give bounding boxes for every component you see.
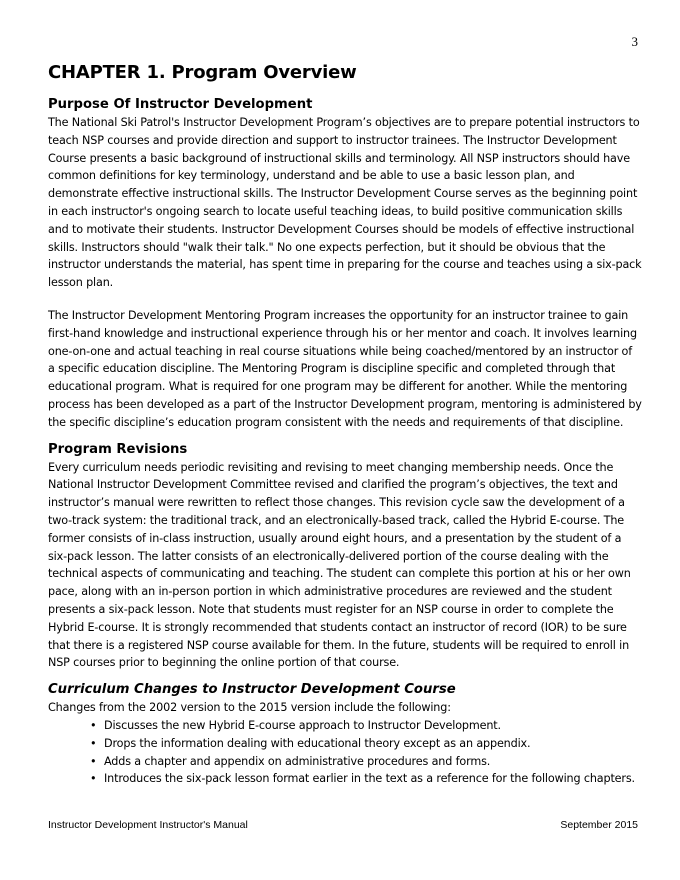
list-item: • Introduces the six-pack lesson format earlier in the text as a reference for the following chapters.	[90, 770, 642, 788]
section-heading-curriculum: Curriculum Changes to Instructor Development Course	[48, 682, 456, 698]
page-content	[48, 62, 642, 788]
footer-manual-title: Instructor Development Instructor's Manual	[48, 819, 248, 831]
footer-date: September 2015	[560, 819, 638, 831]
list-item: • Adds a chapter and appendix on administrative procedures and forms.	[90, 753, 642, 771]
section-heading-revisions: Program Revisions	[48, 441, 188, 457]
list-item: • Drops the information dealing with educational theory except as an appendix.	[90, 735, 642, 753]
paragraph-revisions: Every curriculum needs periodic revisiting and revising to meet changing membership needs. Once the National Instructor Development Committee revised and clarified the program’s objectives, the text and instructor’s manual were rewritten to reflect those changes. This revision cycle saw the development of a two-track system: the traditional track, and an electronically-based track, called the Hybrid E-course. The former consists of in-class instruction, usually around eight hours, and a presentation by the student of a six-pack lesson. The latter consists of an electronically-delivered portion of the course dealing with the technical aspects of communicating and teaching. The student can complete this portion at his or her own pace, along with an in-person portion in which administrative procedures are reviewed and the student presents a six-pack lesson. Note that students must register for an NSP course in order to complete the Hybrid E-course. It is strongly recommended that students contact an instructor of record (IOR) to be sure that there is a registered NSP course available for them. In the future, students will be required to enroll in NSP courses prior to beginning the online portion of that course.	[48, 460, 631, 670]
chapter-title: CHAPTER 1. Program Overview	[48, 62, 357, 83]
curriculum-changes-list	[48, 717, 642, 788]
paragraph-curriculum-intro: Changes from the 2002 version to the 2015 version include the following:	[48, 701, 451, 715]
paragraph-purpose-1: The National Ski Patrol's Instructor Development Program’s objectives are to prepare potential instructors to teach NSP courses and provide direction and support to instructor trainees. The Instructor Development Course presents a basic background of instructional skills and terminology. All NSP instructors should have common definitions for key terminology, understand and be able to use a basic lesson plan, and demonstrate effective instructional skills. The Instructor Development Course serves as the beginning point in each instructor's ongoing search to locate useful teaching ideas, to build positive communication skills and to motivate their students. Instructor Development Courses should be models of effective instructional skills. Instructors should "walk their talk." No one expects perfection, but it should be obvious that the instructor understands the material, has spent time in preparing for the course and teaches using a six-pack lesson plan.	[48, 116, 642, 290]
list-item: • Discusses the new Hybrid E-course approach to Instructor Development.	[90, 717, 642, 735]
page-footer	[48, 819, 638, 831]
paragraph-purpose-2: The Instructor Development Mentoring Program increases the opportunity for an instructor trainee to gain first-hand knowledge and instructional experience through his or her mentor and coach. It involves learning one-on-one and actual teaching in real course situations while being coached/mentored by an instructor of a specific education discipline. The Mentoring Program is discipline specific and completed through that educational program. What is required for one program may be different for another. While the mentoring process has been developed as a part of the Instructor Development program, mentoring is administered by the specific discipline’s education program consistent with the needs and requirements of that discipline.	[48, 308, 642, 429]
section-heading-purpose: Purpose Of Instructor Development	[48, 97, 313, 112]
page-number: 3	[631, 34, 638, 49]
